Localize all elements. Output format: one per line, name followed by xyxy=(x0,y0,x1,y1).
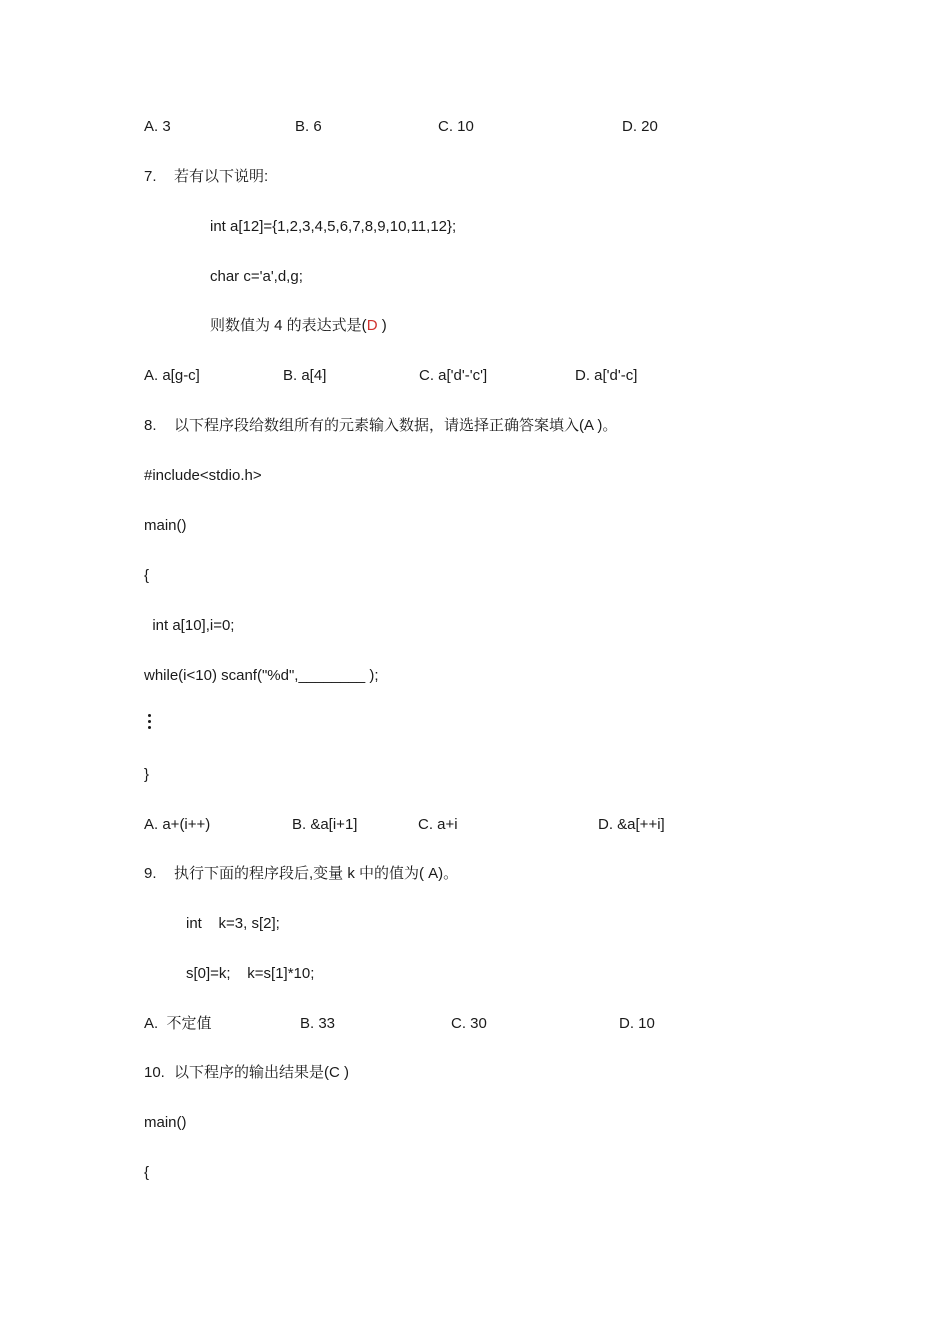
q7-prompt-prefix: 则数值为 4 的表达式是( xyxy=(210,317,367,334)
q7-number: 7. xyxy=(144,168,157,185)
q8-code-line: { xyxy=(144,567,150,584)
q7-option-a: A. a[g-c] xyxy=(144,367,200,384)
q10-question-text: 以下程序的输出结果是(C ) xyxy=(174,1064,349,1081)
q9-question-text: 执行下面的程序段后,变量 k 中的值为( A)。 xyxy=(174,865,459,882)
q8-option-a: A. a+(i++) xyxy=(144,816,211,833)
q8-code-line: main() xyxy=(144,517,187,534)
q6-option-b: B. 6 xyxy=(295,118,322,135)
q7-prompt xyxy=(210,316,387,336)
q7-code-line-1: int a[12]={1,2,3,4,5,6,7,8,9,10,11,12}; xyxy=(210,218,457,235)
q9-option-c: C. 30 xyxy=(451,1015,487,1032)
q7-answer: D xyxy=(366,317,378,334)
q8-option-b: B. &a[i+1] xyxy=(292,816,358,833)
q8-question-text: 以下程序段给数组所有的元素输入数据，请选择正确答案填入(A )。 xyxy=(174,417,618,434)
q8-option-c: C. a+i xyxy=(418,816,458,833)
vertical-ellipsis-icon xyxy=(148,714,152,734)
q8-code-line: int a[10],i=0; xyxy=(144,617,235,634)
q9-number: 9. xyxy=(144,865,157,882)
q9-option-d: D. 10 xyxy=(619,1015,655,1032)
q7-question-text: 若有以下说明: xyxy=(174,168,269,185)
q8-code-line: while(i<10) scanf("%d",________ ); xyxy=(144,667,379,684)
q9-code-line-2: s[0]=k; k=s[1]*10; xyxy=(186,965,315,982)
q6-option-d: D. 20 xyxy=(622,118,658,135)
q9-code-line-1: int k=3, s[2]; xyxy=(186,915,280,932)
q7-code-line-2: char c='a',d,g; xyxy=(210,268,303,285)
q7-prompt-suffix: ) xyxy=(377,317,387,334)
q10-code-line: main() xyxy=(144,1114,187,1131)
q9-option-b: B. 33 xyxy=(300,1015,336,1032)
q6-option-c: C. 10 xyxy=(438,118,474,135)
q10-number: 10. xyxy=(144,1064,165,1081)
q8-number: 8. xyxy=(144,417,157,434)
q7-option-b: B. a[4] xyxy=(283,367,327,384)
q8-option-d: D. &a[++i] xyxy=(598,816,665,833)
q9-option-a: A. 不定值 xyxy=(144,1015,212,1032)
q8-code-line: } xyxy=(144,766,150,783)
q7-option-c: C. a['d'-'c'] xyxy=(419,367,488,384)
q8-code-line: #include<stdio.h> xyxy=(144,467,262,484)
q7-option-d: D. a['d'-c] xyxy=(575,367,638,384)
q6-option-a: A. 3 xyxy=(144,118,171,135)
q10-code-line: { xyxy=(144,1164,150,1181)
